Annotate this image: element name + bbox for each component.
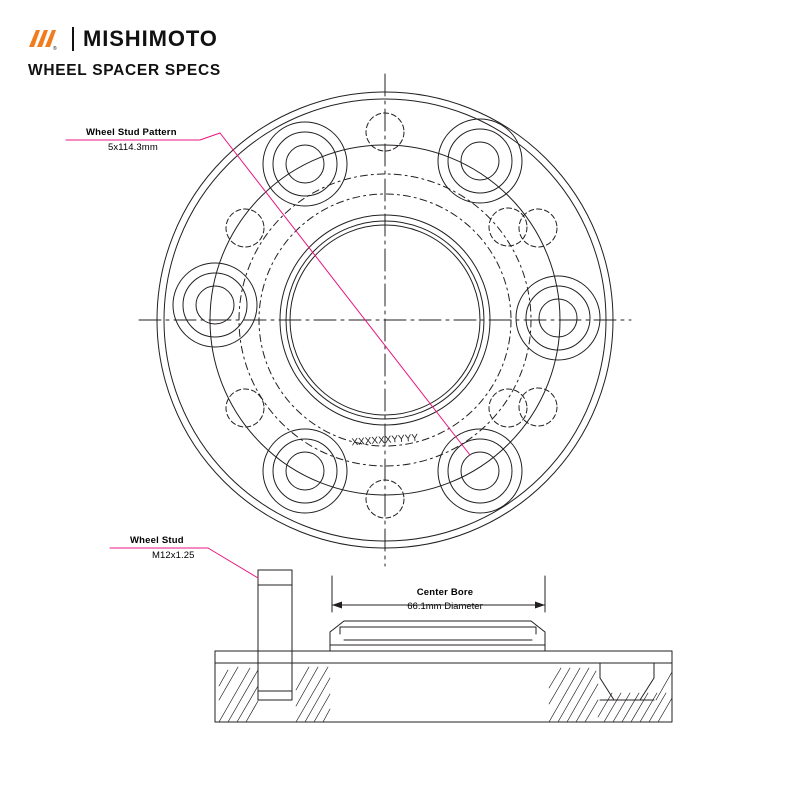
boss-step	[340, 627, 536, 634]
brand-name: MISHIMOTO	[83, 26, 218, 51]
stud-pocket-outer	[173, 263, 257, 347]
dim-arrow-left	[332, 602, 342, 609]
stud-pocket-outer	[438, 429, 522, 513]
alt-pattern-hole	[519, 388, 557, 426]
dimension-value: 66.1mm Diameter	[407, 601, 483, 613]
dim-arrow-right	[535, 602, 545, 609]
stud-hole	[461, 452, 499, 490]
callout-title: Wheel Stud Pattern	[86, 127, 177, 138]
section-hatch-mid-right	[549, 668, 598, 722]
alt-pattern-hole	[489, 389, 527, 427]
section-hatch-left	[219, 667, 258, 722]
spacer-body-outline	[215, 651, 672, 722]
section-hatch-mid-left	[296, 667, 330, 722]
page-title: WHEEL SPACER SPECS	[28, 62, 221, 79]
callout-title: Wheel Stud	[130, 535, 184, 546]
callout-value: M12x1.25	[152, 549, 195, 561]
dimension-title: Center Bore	[416, 587, 474, 598]
leader-wheel-stud-diagonal	[208, 548, 258, 578]
alt-pattern-hole	[519, 209, 557, 247]
svg-text:®: ®	[53, 46, 57, 52]
stud-hole	[286, 452, 324, 490]
wheel-stud-body	[258, 570, 292, 700]
stud-pocket-outer	[438, 119, 522, 203]
stud-pocket-mid	[273, 439, 337, 503]
alt-pattern-hole	[226, 389, 264, 427]
boss-profile	[330, 621, 545, 651]
stud-hole	[196, 286, 234, 324]
lug-seat-profile	[600, 663, 654, 700]
section-view	[215, 570, 672, 722]
front-view	[139, 74, 631, 566]
alt-pattern-hole	[489, 208, 527, 246]
section-hatch-right	[598, 672, 672, 722]
stud-pocket-group	[173, 119, 600, 513]
stud-hole	[461, 142, 499, 180]
center-bore-dimension	[332, 576, 545, 612]
callout-value: 5x114.3mm	[108, 141, 158, 153]
stud-pocket-mid	[448, 439, 512, 503]
leader-lines	[66, 133, 470, 578]
stud-pocket-mid	[183, 273, 247, 337]
face-engraving: XXXXXXYYYY	[351, 432, 419, 449]
leader-stud-pattern-horizontal	[66, 133, 220, 140]
stud-pocket-outer	[263, 429, 347, 513]
stud-hole	[539, 299, 577, 337]
